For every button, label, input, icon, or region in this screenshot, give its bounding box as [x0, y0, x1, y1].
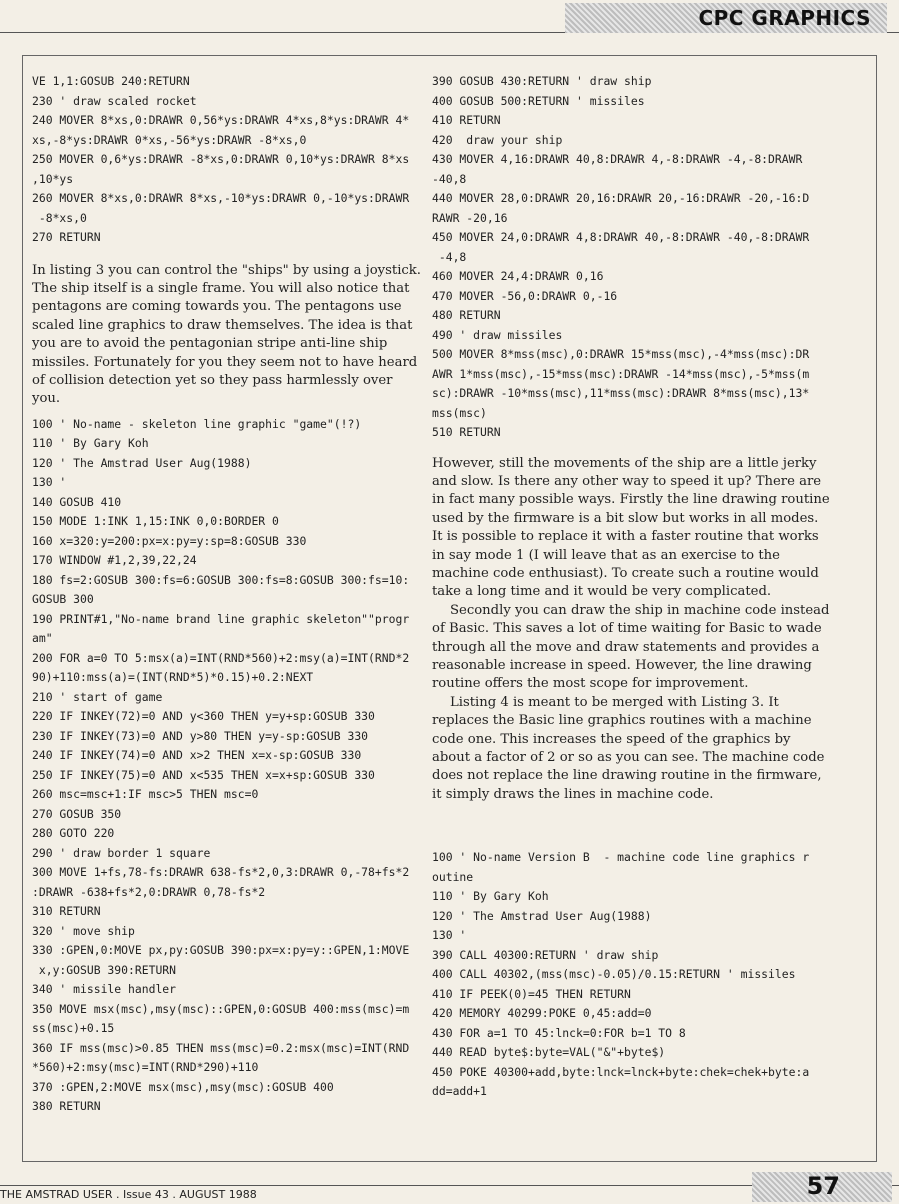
code-listing-3: 100 ' No-name - skeleton line graphic "game"(!?) 110 ' By Gary Koh 120 ' The Amstrad User Aug(1988) 130 ' 140 GOSUB 410 150 MODE 1:INK 1,15:INK 0,0:BORDER 0 160 x=320:y=200:px=x:py=y:sp=8:GOSUB 330 170 WINDOW #1,2,39,22,24 180 fs=2:GOSUB 300:fs=6:GOSUB 300:fs=8:GOSUB 300:fs=10: GOSUB 300 190 PRINT#1,"No-name brand line graphic skeleton""progr am" 200 FOR a=0 TO 5:msx(a)=INT(RND*560)+2:msy(a)=INT(RND*2 90)+110:mss(a)=(INT(RND*5)*0.15)+0.2:NEXT 210 ' start of game 220 IF INKEY(72)=0 AND y<360 THEN y=y+sp:GOSUB 330 230 IF INKEY(73)=0 AND y>80 THEN y=y-sp:GOSUB 330 240 IF INKEY(74)=0 AND x>2 THEN x=x-sp:GOSUB 330 250 IF INKEY(75)=0 AND x<535 THEN x=x+sp:GOSUB 330 260 msc=msc+1:IF msc>5 THEN msc=0 270 GOSUB 350 280 GOTO 220 290 ' draw border 1 square 300 MOVE 1+fs,78-fs:DRAWR 638-fs*2,0,3:DRAWR 0,-78+fs*2 :DRAWR -638+fs*2,0:DRAWR 0,78-fs*2 310 RETURN 320 ' move ship 330 :GPEN,0:MOVE px,py:GOSUB 390:px=x:py=y::GPEN,1:MOVE x,y:GOSUB 390:RETURN 340 ' missile handler 350 MOVE msx(msc),msy(msc)::GPEN,0:GOSUB 400:mss(msc)=m ss(msc)+0.15 360 IF mss(msc)>0.85 THEN mss(msc)=0.2:msx(msc)=INT(RND *560)+2:msy(msc)=INT(RND*290)+110 370 :GPEN,2:MOVE msx(msc),msy(msc):GOSUB 400 380 RETURN [32, 416, 410, 1114]
code-block-continued: VE 1,1:GOSUB 240:RETURN 230 ' draw scaled rocket 240 MOVER 8*xs,0:DRAWR 0,56*ys:DRAWR 4*xs,8*ys:DRAWR 4* xs,-8*ys:DRAWR 0*xs,-56*ys:DRAWR -8*xs,0 250 MOVER 0,6*ys:DRAWR -8*xs,0:DRAWR 0,10*ys:DRAWR 8*xs ,10*ys 260 MOVER 8*xs,0:DRAWR 8*xs,-10*ys:DRAWR 0,-10*ys:DRAWR -8*xs,0 270 RETURN [32, 74, 410, 244]
paragraph-text: Listing 4 is meant to be merged with Listing 3. It replaces the Basic line graphics routines with a machine code one. This increases the speed of the graphics by about a factor of 2 or so as you can see. The machine code does not replace the line drawing routine in the firmware, it simply draws the lines in machine code. [432, 694, 825, 802]
section-title: CPC GRAPHICS [698, 6, 871, 30]
code-listing-4: 100 ' No-name Version B - machine code line graphics r outine 110 ' By Gary Koh 120 ' The Amstrad User Aug(1988) 130 ' 390 CALL 40300:RETURN ' draw ship 400 CALL 40302,(mss(msc)-0.05)/0.15:RETURN ' missiles 410 IF PEEK(0)=45 THEN RETURN 420 MEMORY 40299:POKE 0,45:add=0 430 FOR a=1 TO 45:lnck=0:FOR b=1 TO 8 440 READ byte$:byte=VAL("&"+byte$) 450 POKE 40300+add,byte:lnck=lnck+byte:chek=chek+byte:a dd=add+1 [432, 850, 810, 1099]
left-column [32, 72, 422, 1117]
article-body [432, 455, 832, 805]
paragraph-text: However, still the movements of the ship are a little jerky and slow. Is there any other way to speed it up? There are in fact many possible ways. Firstly the line drawing routine used by the firmware is a bit slow but works in all modes. It is possible to replace it with a faster routine that works in say mode 1 (I will leave that as an exercise to the machine code enthusiast). To create such a routine would take a long time and it would be very complicated. [432, 455, 830, 600]
article-paragraph [32, 262, 422, 409]
section-header-box [565, 3, 887, 33]
paragraph-text: Secondly you can draw the ship in machine code instead of Basic. This saves a lot of time waiting for Basic to wade through all the move and draw statements and provides a reasonable increase in speed. However, the line drawing routine offers the most scope for improvement. [432, 602, 830, 692]
code-block-ship: 390 GOSUB 430:RETURN ' draw ship 400 GOSUB 500:RETURN ' missiles 410 RETURN 420 draw your ship 430 MOVER 4,16:DRAWR 40,8:DRAWR 4,-8:DRAWR -4,-8:DRAWR -40,8 440 MOVER 28,0:DRAWR 20,16:DRAWR 20,-16:DRAWR -20,-16:D RAWR -20,16 450 MOVER 24,0:DRAWR 4,8:DRAWR 40,-8:DRAWR -40,-8:DRAWR -4,8 460 MOVER 24,4:DRAWR 0,16 470 MOVER -56,0:DRAWR 0,-16 480 RETURN 490 ' draw missiles 500 MOVER 8*mss(msc),0:DRAWR 15*mss(msc),-4*mss(msc):DR AWR 1*mss(msc),-15*mss(msc):DRAWR -14*mss(msc),-5*mss(m sc):DRAWR -10*mss(msc),11*mss(msc):DRAWR 8*mss(msc),13* mss(msc) 510 RETURN [432, 74, 810, 439]
magazine-footer: THE AMSTRAD USER . Issue 43 . AUGUST 1988 [0, 1188, 257, 1201]
page-number: 57 [806, 1172, 840, 1200]
right-column [432, 72, 832, 1102]
page-number-box [752, 1172, 892, 1202]
paragraph-text: In listing 3 you can control the "ships" by using a joystick. The ship itself is a single frame. You will also notice that pentagons are coming towards you. The pentagons use scaled line graphics to draw themselves. The idea is that you are to avoid the pentagonian stripe anti-line ship missiles. Fortunately for you they seem not to have heard of collision detection yet so they pass harmlessly over you. [32, 262, 421, 407]
